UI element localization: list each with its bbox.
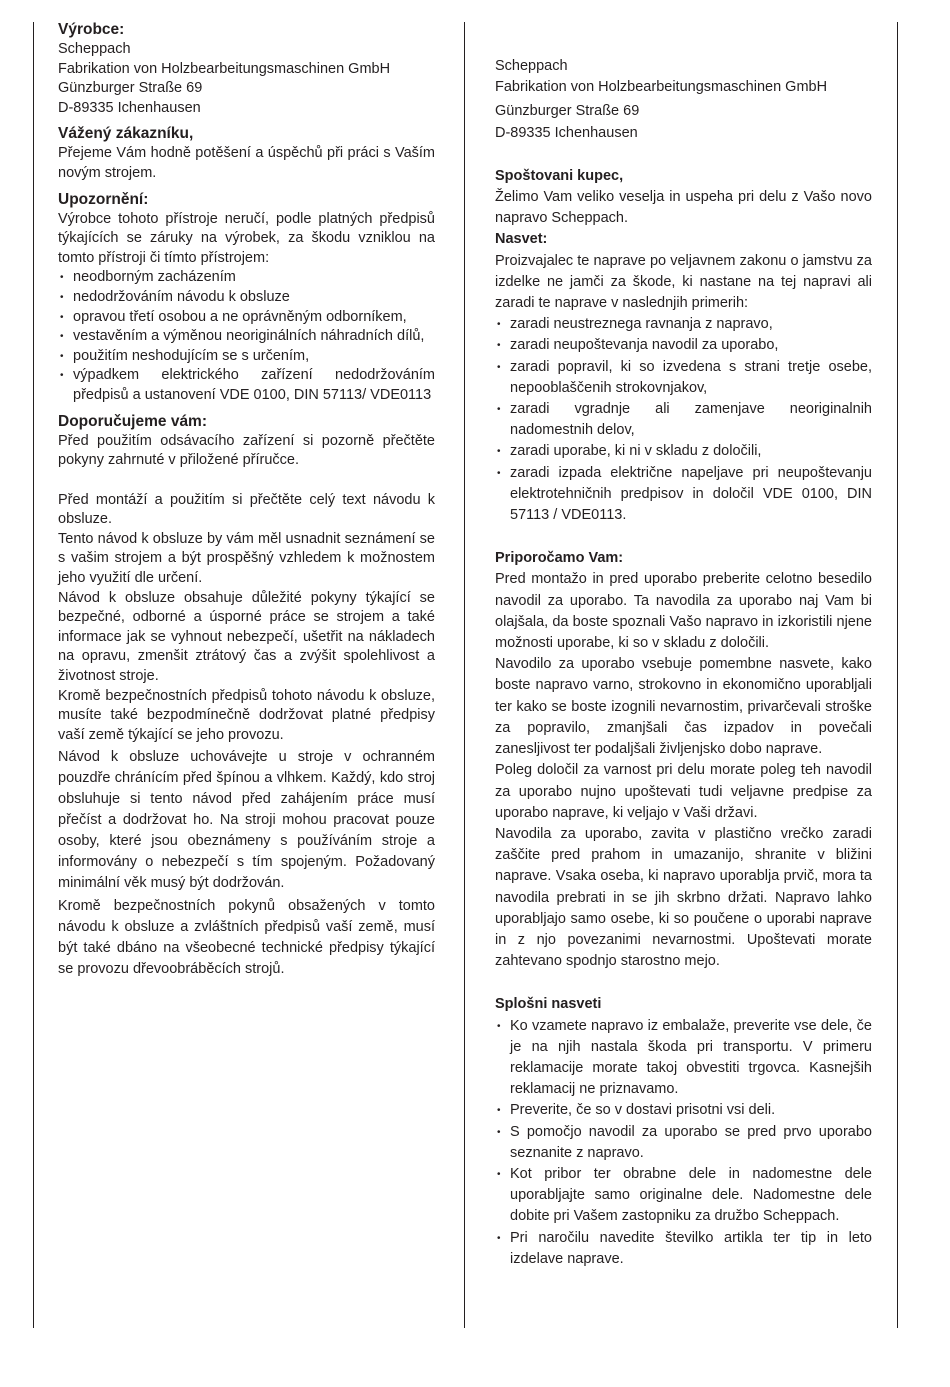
list-item: • S pomočjo navodil za uporabo se pred prvo uporabo seznanite z napravo. xyxy=(495,1122,872,1164)
list-item: • zaradi neupoštevanja navodil za uporabo, xyxy=(495,335,872,356)
notice-list xyxy=(495,314,872,526)
notice-heading: Upozornění: xyxy=(58,190,149,208)
list-item: • Pri naročilu navedite številko artikla ter tip in leto izdelave naprave. xyxy=(495,1228,872,1270)
address-line: Günzburger Straße 69 xyxy=(495,103,640,120)
list-item: • Preverite, če so v dostavi prisotni vsi deli. xyxy=(495,1100,872,1121)
customer-text: Želimo Vam veliko veselja in uspeha pri delu z Vašo novo napravo Scheppach. xyxy=(495,189,872,227)
list-item: • Kot pribor ter obrabne dele in nadomestne dele uporabljajte samo originalne dele. Nadomestne dele dobite pri Vašem zastopniku za družbo Scheppach. xyxy=(495,1164,872,1228)
column-divider-rule xyxy=(464,22,465,1328)
recommend-paragraph: Navodila za uporabo, zavita v plastično vrečko zaradi zaščite pred prahom in umazanijo, shranite v bližini naprave. Vsaka oseba, ki napravo uporablja prvič, mora ta navodila prebrati in se jih skrbno držati. Napravo lahko uporabljajo samo osebe, ki so poučene o uporabi naprave in z njo povezanimi nevarnostmi. Upoštevati morate zahtevano spodnjo starostno mejo. xyxy=(495,825,872,970)
address-line: Fabrikation von Holzbearbeitungsmaschinen GmbH xyxy=(58,60,391,77)
recommend-paragraph: Kromě bezpečnostních pokynů obsažených v tomto návodu k obsluze a zvláštních předpisů vaší země, musí být také dbáno na všeobecné technické předpisy týkající se provozu dřevoobráběcích strojů. xyxy=(58,898,435,978)
recommend-heading: Priporočamo Vam: xyxy=(495,550,624,567)
slovenian-column xyxy=(495,56,872,1270)
recommend-heading: Doporučujeme vám: xyxy=(58,412,208,430)
list-item: • zaradi izpada električne napeljave pri neupoštevanju elektrotehničnih predpisov in določil VDE 0100, DIN 57113 / VDE0113. xyxy=(495,463,872,527)
list-item: • Ko vzamete napravo iz embalaže, preverite vse dele, če je na njih nastala škoda pri transportu. V primeru reklamacije morate takoj obvestiti trgovca. Kasnejših reklamacij ne priznavamo. xyxy=(495,1016,872,1101)
address-line: D-89335 Ichenhausen xyxy=(58,99,201,116)
list-item: • nedodržováním návodu k obsluze xyxy=(58,288,435,308)
recommend-paragraph: Návod k obsluze obsahuje důležité pokyny týkající se bezpečné, odborné a úsporné práce se strojem a také informace jak se vyhnout nebezpečí, ušetřit na nákladech na opravu, zmenšit ztrátový čas a zvýšit spolehlivost a životnost stroje. xyxy=(58,589,435,685)
customer-text: Přejeme Vám hodně potěšení a úspěchů při práci s Vaším novým strojem. xyxy=(58,145,435,181)
customer-heading: Spoštovani kupec, xyxy=(495,167,624,184)
list-item: • vestavěním a výměnou neoriginálních náhradních dílů, xyxy=(58,327,435,347)
list-item: • zaradi vgradnje ali zamenjave neoriginalnih nadomestnih delov, xyxy=(495,399,872,441)
notice-intro: Proizvajalec te naprave po veljavnem zakonu o jamstvu za izdelke ne jamči za škode, ki nastane na tej napravi ali zaradi te naprave v naslednjih primerih: xyxy=(495,252,872,312)
notice-intro: Výrobce tohoto přístroje neručí, podle platných předpisů týkajících se záruky na výrobek, za škodu vzniklou na tomto přístroji či tímto přístrojem: xyxy=(58,210,435,266)
recommend-paragraph: Pred montažo in pred uporabo preberite celotno besedilo navodil za uporabo. Ta navodila za uporabo naj Vam bi olajšala, da boste spoznali Vašo napravo in izkoristili njene možnosti uporabe, ki so v skladu z določili. xyxy=(495,571,872,652)
notice-list xyxy=(58,268,435,405)
recommend-paragraph: Před montáží a použitím si přečtěte celý text návodu k obsluze. xyxy=(58,491,435,528)
general-heading: Splošni nasveti xyxy=(495,996,602,1013)
czech-column xyxy=(58,20,435,980)
list-item: • zaradi uporabe, ki ni v skladu z določili, xyxy=(495,441,872,462)
list-item: • použitím neshodujícím se s určením, xyxy=(58,347,435,367)
list-item: • výpadkem elektrického zařízení nedodržováním předpisů a ustanovení VDE 0100, DIN 57113/ VDE0113 xyxy=(58,366,435,405)
recommend-paragraph: Před použitím odsávacího zařízení si pozorně přečtěte pokyny zahrnuté v přiložené příručce. xyxy=(58,432,435,469)
list-item: • zaradi popravil, ki so izvedena s strani tretje osebe, nepooblaščenih strokovnjakov, xyxy=(495,357,872,399)
left-margin-rule xyxy=(33,22,34,1328)
address-line: Günzburger Straße 69 xyxy=(58,80,203,97)
manufacturer-heading: Výrobce: xyxy=(58,21,125,38)
list-item: • zaradi neustreznega ravnanja z napravo, xyxy=(495,314,872,335)
recommend-paragraph: Tento návod k obsluze by vám měl usnadnit seznámení se s vašim strojem a být prospěšný vzhledem k možnostem jeho využití dle určení. xyxy=(58,530,435,587)
list-item: • opravou třetí osobou a ne oprávněným odborníkem, xyxy=(58,308,435,328)
address-line: Scheppach xyxy=(495,58,568,74)
right-margin-rule xyxy=(897,22,898,1328)
address-line: Fabrikation von Holzbearbeitungsmaschinen GmbH xyxy=(495,79,828,96)
manufacturer-address xyxy=(495,56,872,144)
address-line: Scheppach xyxy=(58,41,131,57)
manufacturer-address xyxy=(58,40,435,118)
recommend-paragraph: Navodilo za uporabo vsebuje pomembne nasvete, kako boste napravo varno, strokovno in ekonomično uporabljali ter kako se boste izognili nevarnostim, privarčevali stroške za popravilo, zmanjšali čas izpadov in povečali zanesljivost ter podaljšali življenjsko dobo naprave. xyxy=(495,656,872,758)
general-list xyxy=(495,1016,872,1270)
recommend-paragraph: Návod k obsluze uchovávejte u stroje v ochranném pouzdře chránícím před špínou a vlhkem. Každý, kdo stroj obsluhuje si tento návod před zahájením práce musí přečíst a dodržovat ho. Na stroji mohou pracovat pouze osoby, které jsou obeznámeny s používáním stroje a informovány o nebezpečí s tím spojeným. Požadovaný minimální věk musý být dodržován. xyxy=(58,749,435,892)
notice-heading: Nasvet: xyxy=(495,231,548,248)
customer-heading: Vážený zákazníku, xyxy=(58,125,194,143)
address-line: D-89335 Ichenhausen xyxy=(495,124,638,141)
list-item: • neodborným zacházením xyxy=(58,268,435,288)
recommend-paragraph: Poleg določil za varnost pri delu morate poleg teh navodil za uporabo nujno upoštevati tudi veljavne predpise za uporabo naprave, ki veljajo v Vaši državi. xyxy=(495,762,872,821)
recommend-paragraph: Kromě bezpečnostních předpisů tohoto návodu k obsluze, musíte také bezpodmínečně dodržovat platné předpisy vaší země týkající se jeho provozu. xyxy=(58,687,435,743)
